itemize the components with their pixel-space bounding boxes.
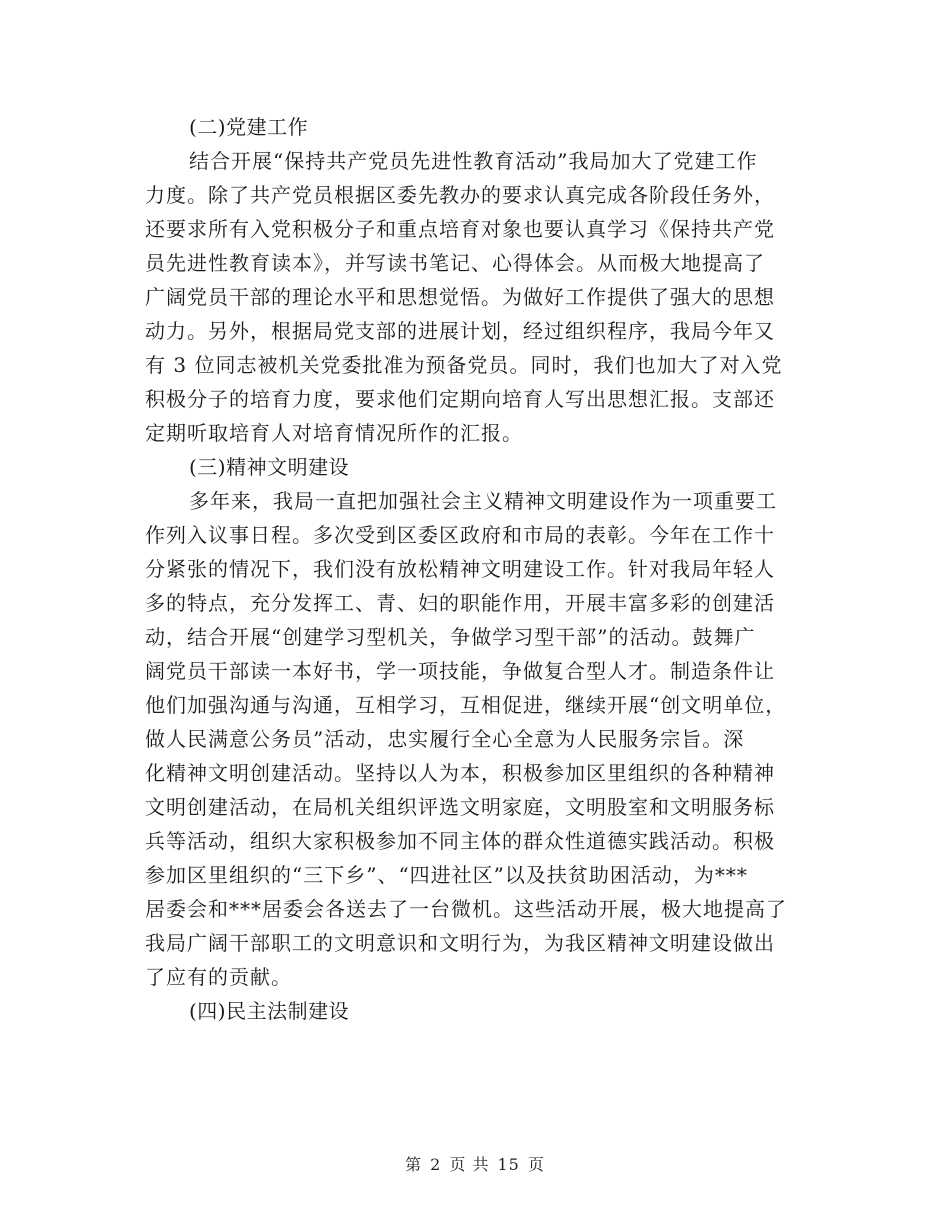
text-line: 结合开展“保持共产党员先进性教育活动”我局加大了党建工作 (189, 149, 758, 173)
paragraph-party-building (145, 144, 805, 450)
text-line: 动，结合开展“创建学习型机关，争做学习型干部”的活动。鼓舞广 (145, 625, 756, 649)
text-line: 居委会和***居委会各送去了一台微机。这些活动开展，极大地提高了 (145, 897, 787, 921)
text-line: 有 3 位同志被机关党委批准为预备党员。同时，我们也加大了对入党 (145, 353, 783, 377)
text-line: 他们加强沟通与沟通，互相学习，互相促进，继续开展“创文明单位， (145, 693, 787, 717)
section-heading-democracy-legal: (四)民主法制建设 (189, 999, 350, 1023)
text-line: 动力。另外，根据局党支部的进展计划，经过组织程序，我局今年又 (145, 319, 775, 343)
text-line: 我局广阔干部职工的文明意识和文明行为，为我区精神文明建设做出 (145, 931, 775, 955)
paragraph-spiritual-civilization (145, 484, 805, 994)
text-line: 还要求所有入党积极分子和重点培育对象也要认真学习《保持共产党 (145, 217, 775, 241)
text-line: 作列入议事日程。多次受到区委区政府和市局的表彰。今年在工作十 (145, 523, 775, 547)
footer-middle: 页 共 (449, 1155, 490, 1174)
text-line: 分紧张的情况下，我们没有放松精神文明建设工作。针对我局年轻人 (145, 557, 775, 581)
text-line: 了应有的贡献。 (145, 965, 292, 989)
text-line: 多年来，我局一直把加强社会主义精神文明建设作为一项重要工 (189, 489, 777, 513)
footer-suffix: 页 (527, 1155, 545, 1174)
text-line: 广阔党员干部的理论水平和思想觉悟。为做好工作提供了强大的思想 (145, 285, 775, 309)
text-line: 定期听取培育人对培育情况所作的汇报。 (145, 421, 523, 445)
text-line: 积极分子的培育力度，要求他们定期向培育人写出思想汇报。支部还 (145, 387, 775, 411)
footer-prefix: 第 (405, 1155, 423, 1174)
section-heading-party-building: (二)党建工作 (189, 115, 309, 139)
text-line: 多的特点，充分发挥工、青、妇的职能作用，开展丰富多彩的创建活 (145, 591, 775, 615)
text-line: 力度。除了共产党员根据区委先教办的要求认真完成各阶段任务外， (145, 183, 775, 207)
section-heading-spiritual-civilization: (三)精神文明建设 (189, 455, 350, 479)
document-body (145, 110, 805, 1028)
text-line: 兵等活动，组织大家积极参加不同主体的群众性道德实践活动。积极 (145, 829, 775, 853)
page-footer (0, 1153, 950, 1177)
text-line: 参加区里组织的“三下乡”、“四进社区”以及扶贫助困活动，为*** (145, 863, 748, 887)
text-line: 文明创建活动，在局机关组织评选文明家庭，文明股室和文明服务标 (145, 795, 775, 819)
text-line: 化精神文明创建活动。坚持以人为本，积极参加区里组织的各种精神 (145, 761, 775, 785)
text-line: 员先进性教育读本》，并写读书笔记、心得体会。从而极大地提高了 (145, 251, 765, 275)
footer-current-page: 2 (430, 1155, 442, 1174)
footer-total-pages: 15 (497, 1155, 520, 1174)
text-line: 做人民满意公务员”活动，忠实履行全心全意为人民服务宗旨。深 (145, 727, 745, 751)
text-line: 阔党员干部读一本好书，学一项技能，争做复合型人才。制造条件让 (145, 659, 775, 683)
